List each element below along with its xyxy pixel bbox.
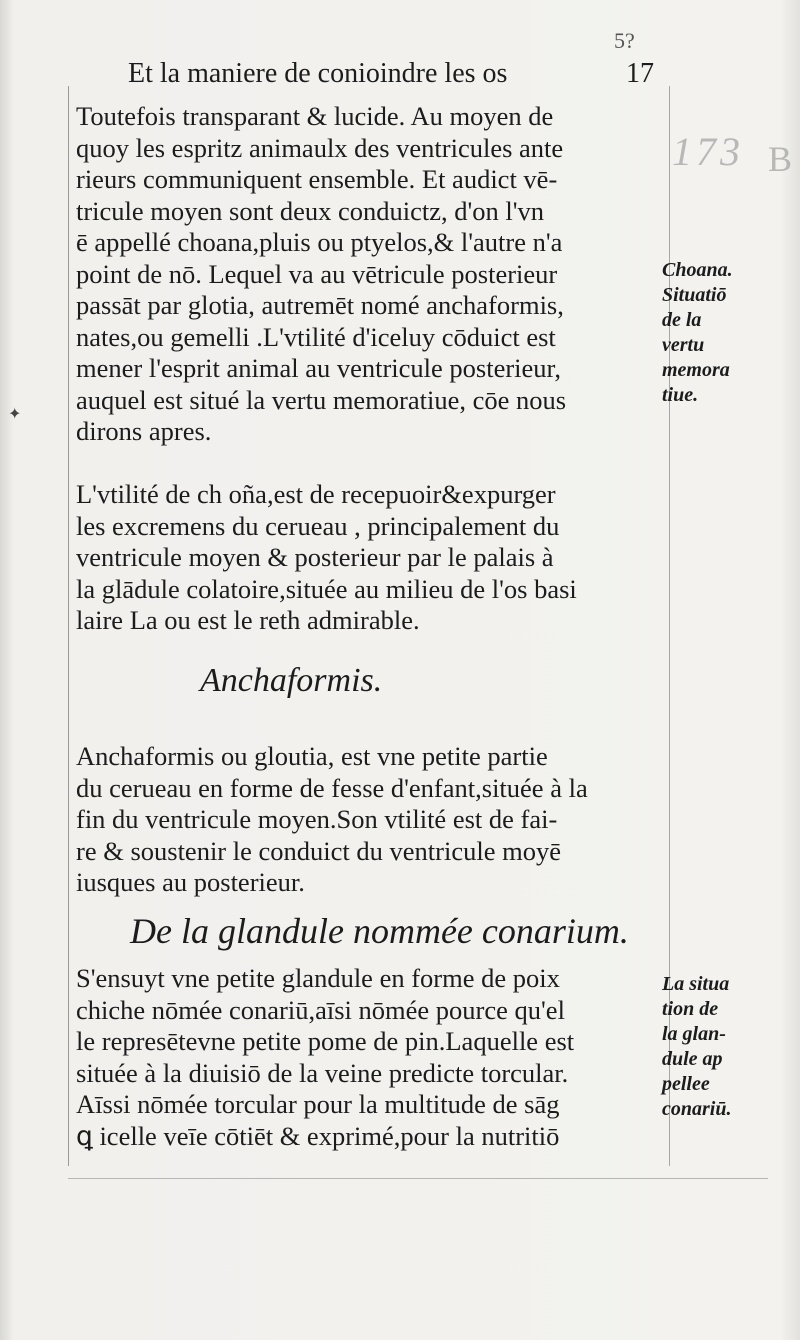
text-line: du cerueau en forme de fesse d'enfant,située à la bbox=[76, 772, 588, 803]
heading-anchaformis: Anchaformis. bbox=[200, 662, 383, 699]
margin-note-line: La situa bbox=[662, 973, 730, 995]
margin-note-choana bbox=[662, 258, 792, 408]
margin-note-line: conariū. bbox=[662, 1098, 732, 1120]
margin-note-line: la glan- bbox=[662, 1023, 726, 1045]
folio-mark: 5? bbox=[614, 28, 635, 53]
text-line: chiche nōmée conariū,aīsi nōmée pource qu'el bbox=[76, 994, 565, 1025]
text-line: S'ensuyt vne petite glandule en forme de poix bbox=[76, 963, 560, 993]
text-line: ꝗ icelle veīe cōtiēt & exprimé,pour la nutritiō bbox=[76, 1120, 560, 1151]
running-title: Et la maniere de conioindre les os bbox=[128, 58, 508, 89]
text-line: point de nō. Lequel va au vētricule posterieur bbox=[76, 258, 558, 289]
text-line: dirons apres. bbox=[76, 416, 212, 446]
text-line: Toutefois transparant & lucide. Au moyen de bbox=[76, 101, 554, 131]
text-line: iusques au posterieur. bbox=[76, 867, 305, 897]
margin-note-line: Situatiō bbox=[662, 284, 727, 306]
heading-glandule: De la glandule nommée conarium. bbox=[130, 911, 629, 951]
paragraph-anchaformis bbox=[76, 741, 660, 899]
text-line: quoy les espritz animaulx des ventricules ante bbox=[76, 132, 564, 163]
margin-pointer-icon: ✦ bbox=[8, 406, 22, 423]
bottom-rule bbox=[68, 1178, 768, 1179]
running-header bbox=[128, 58, 668, 90]
margin-note-line: Choana. bbox=[662, 259, 733, 281]
margin-note-line: dule ap bbox=[662, 1048, 723, 1070]
margin-note-line: tion de bbox=[662, 998, 719, 1020]
text-line: auquel est situé la vertu memoratiue, cōe nous bbox=[76, 384, 567, 415]
text-line: ventricule moyen & posterieur par le palais à bbox=[76, 542, 554, 572]
paragraph-glandule bbox=[76, 963, 660, 1152]
text-line: la glādule colatoire,située au milieu de l'os basi bbox=[76, 573, 577, 604]
text-line: tricule moyen sont deux conduictz, d'on l'vn bbox=[76, 195, 545, 226]
margin-note-line: de la bbox=[662, 309, 702, 331]
text-line: L'vtilité de ch oña,est de recepuoir&expurger bbox=[76, 479, 556, 509]
page-number: 17 bbox=[626, 58, 654, 89]
margin-note-line: pellee bbox=[662, 1073, 710, 1095]
text-line: ē appellé choana,pluis ou ptyelos,& l'autre n'a bbox=[76, 227, 563, 257]
text-line: rieurs communiquent ensemble. Et audict vē- bbox=[76, 164, 558, 194]
manuscript-letter: B bbox=[768, 139, 793, 179]
paragraph-choana bbox=[76, 101, 660, 448]
margin-note-line: memora bbox=[662, 359, 730, 381]
text-line: re & soustenir le conduict du ventricule moyē bbox=[76, 835, 561, 866]
margin-note-conarium bbox=[662, 972, 792, 1122]
text-line: Aīssi nōmée torcular pour la multitude de sāg bbox=[76, 1089, 560, 1119]
text-line: située à la diuisiō de la veine predicte torcular. bbox=[76, 1057, 569, 1088]
margin-note-line: tiue. bbox=[662, 384, 699, 406]
text-line: nates,ou gemelli .L'vtilité d'iceluy cōduict est bbox=[76, 321, 556, 352]
text-line: fin du ventricule moyen.Son vtilité est de fai- bbox=[76, 804, 558, 834]
margin-note-line: vertu bbox=[662, 334, 705, 356]
manuscript-number: 173 bbox=[672, 129, 744, 174]
paragraph-utility bbox=[76, 479, 660, 637]
text-line: le represētevne petite pome de pin.Laquelle est bbox=[76, 1026, 575, 1056]
text-line: les excremens du cerueau , principalement du bbox=[76, 510, 560, 541]
text-line: laire La ou est le reth admirable. bbox=[76, 605, 420, 635]
text-line: Anchaformis ou gloutia, est vne petite partie bbox=[76, 741, 548, 771]
text-line: mener l'esprit animal au ventricule posterieur, bbox=[76, 353, 561, 383]
text-line: passāt par glotia, autremēt nomé anchaformis, bbox=[76, 290, 564, 320]
